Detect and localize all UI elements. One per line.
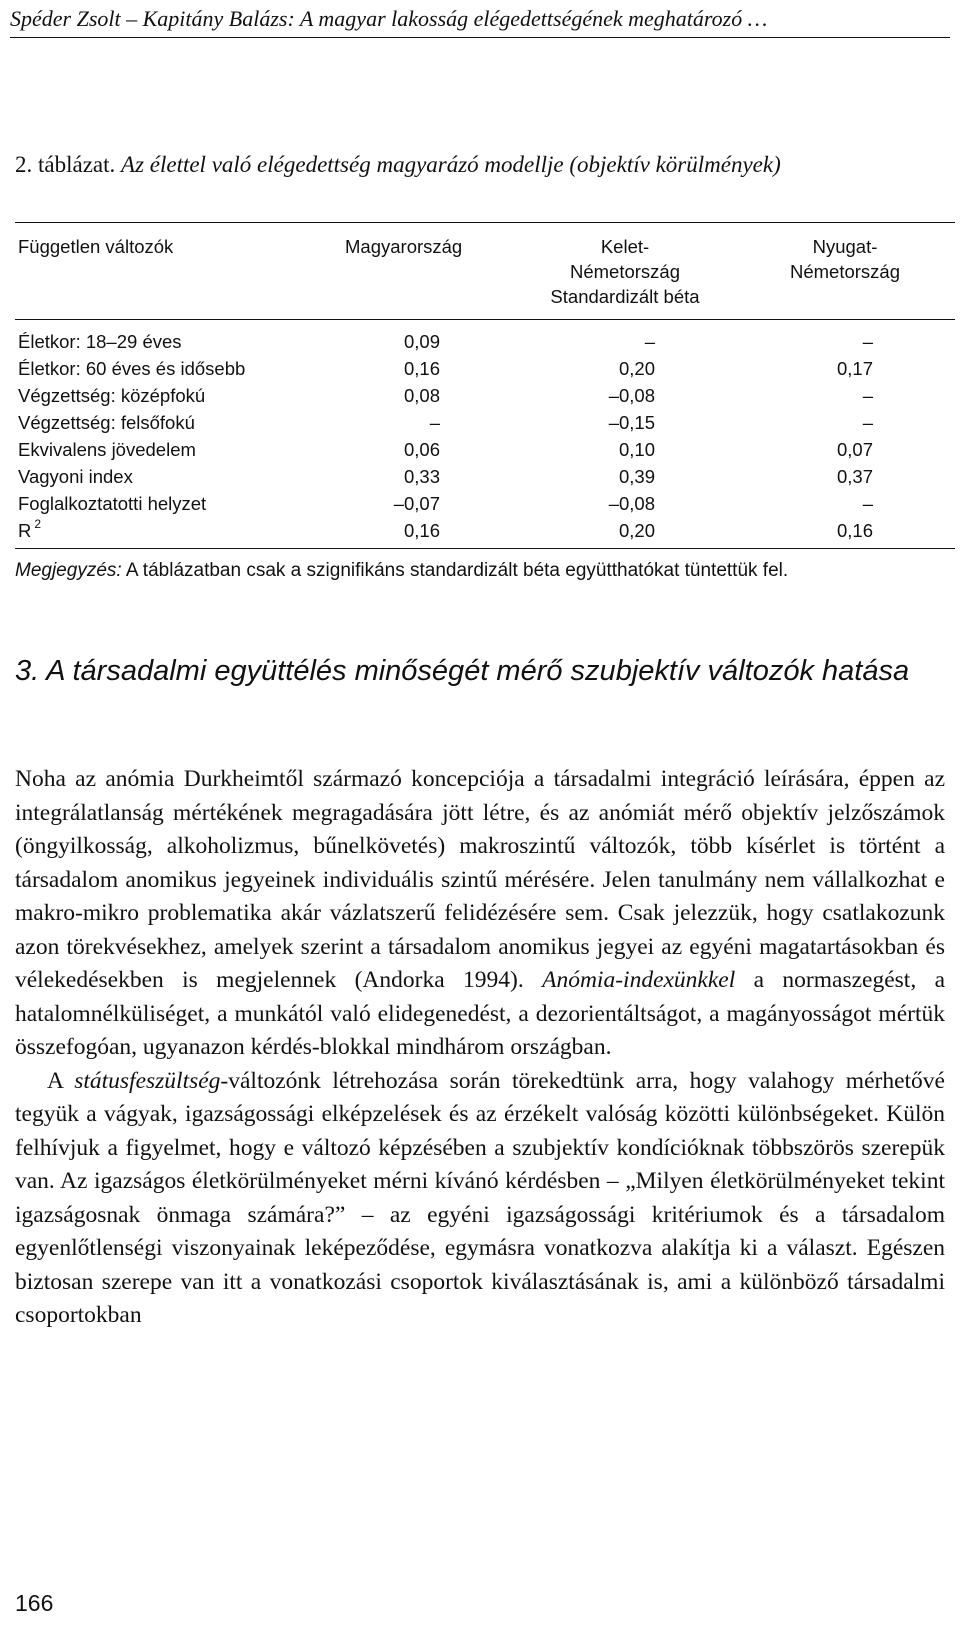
table-row	[15, 517, 955, 544]
paragraph-2	[15, 1065, 945, 1333]
table-note	[15, 560, 788, 582]
cell-west-germany: 0,07	[836, 439, 873, 460]
table-bottom-rule	[15, 548, 955, 549]
cell-west-germany: –	[862, 493, 873, 514]
table-row	[15, 436, 955, 463]
table-row	[15, 490, 955, 517]
p2-text-a: A	[47, 1067, 75, 1094]
row-label: Életkor: 18–29 éves	[18, 331, 182, 352]
p2-text-b: -változónk létrehozása során törekedtünk arra, hogy valahogy mérhetővé tegyük a vágyak, igazságossági elképzelések és az érzékelt valóság közötti különbségeket. Külön felhívjuk a figyelmet, hogy e változó képzésében a szubjektív kondícióknak többszörös szerepük van. Az igazságos életkörülményeket mérni kívánó kérdésben – „Milyen életkörülményeket tekint igazságosnak önmaga számára?” – az egyéni igazságossági kritériumok és a társadalom egyenlőtlenségi viszonyainak leképeződése, egymásra vonatkozva alakítja ki a választ. Egészen biztosan szerepe van itt a vonatkozási csoportok kiválasztásának is, ami a különböző társadalmi csoportokban	[15, 1067, 945, 1328]
p2-emphasis: státusfeszültség	[74, 1067, 221, 1094]
header-hungary: Magyarország	[345, 236, 463, 257]
cell-east-germany: 0,20	[618, 358, 655, 379]
cell-hungary: 0,33	[403, 466, 440, 487]
p1-text-a: Noha az anómia Durkheimtől származó koncepciója a társadalmi integráció leírására, éppen az integrálatlanság mértékének megragadására jött létre, és az anómiát mérő objektív jelzőszámok (öngyilkosság, alkoholizmus, bűnelkövetés) makroszintű változók, több kísérlet is történt a társadalom anomikus jegyeinek individuális szintű mérésére. Jelen tanulmány nem vállalkozhat e makro-mikro problematika akár vázlatszerű felidézésére sem. Csak jelezzük, hogy csatlakozunk azon törekvésekhez, amelyek szerint a társadalom anomikus jegyei az egyéni magatartásokban és vélekedésekben is megjelennek (Andorka 1994).	[15, 766, 945, 993]
row-label: Vagyoni index	[18, 466, 133, 487]
cell-hungary: 0,06	[403, 439, 440, 460]
header-west-line2: Németország	[789, 261, 900, 282]
cell-east-germany: –	[644, 331, 655, 352]
body-text	[15, 763, 945, 1333]
table-body	[15, 320, 955, 548]
row-label: Életkor: 60 éves és idősebb	[18, 358, 246, 379]
cell-hungary: 0,16	[403, 358, 440, 379]
cell-hungary: 0,08	[403, 385, 440, 406]
row-label: Ekvivalens jövedelem	[18, 439, 196, 460]
cell-west-germany: –	[862, 331, 873, 352]
section-heading: 3. A társadalmi együttélés minőségét mérő szubjektív változók hatása	[15, 655, 910, 687]
p1-text-b: a normaszegést, a hatalomnélküliséget, a munkától való elidegenedést, a dezorientáltságot, a magányosságot mértük összefogóan, ugyanazon kérdés-blokkal mindhárom országban.	[15, 967, 945, 1060]
table-row	[15, 409, 955, 436]
note-label: Megjegyzés:	[15, 560, 122, 581]
table-row	[15, 328, 955, 355]
cell-west-germany: 0,16	[836, 520, 873, 541]
cell-east-germany: –0,08	[608, 385, 655, 406]
cell-hungary: 0,16	[403, 520, 440, 541]
table-caption-title: Az élettel való elégedettség magyarázó modellje (objektív körülmények)	[121, 152, 781, 177]
cell-hungary: –0,07	[393, 493, 440, 514]
table-header	[15, 223, 955, 319]
table-caption-number: 2. táblázat.	[15, 152, 116, 177]
running-head: Spéder Zsolt – Kapitány Balázs: A magyar lakosság elégedettségének meghatározó …	[10, 4, 950, 38]
r-squared-symbol: R	[18, 520, 32, 541]
cell-east-germany: 0,20	[618, 520, 655, 541]
cell-east-germany: 0,10	[618, 439, 655, 460]
header-east-germany	[535, 234, 715, 309]
header-standardized-beta: Standardizált béta	[550, 286, 700, 307]
header-west-germany	[760, 234, 930, 284]
cell-west-germany: –	[862, 385, 873, 406]
table-caption	[15, 152, 781, 178]
header-independent-variables: Független változók	[18, 236, 174, 257]
row-label: Végzettség: középfokú	[18, 385, 206, 406]
header-east-line1: Kelet-	[600, 236, 650, 257]
row-label: Végzettség: felsőfokú	[18, 412, 195, 433]
cell-west-germany: –	[862, 412, 873, 433]
table-row	[15, 382, 955, 409]
row-label	[18, 517, 41, 544]
cell-west-germany: 0,17	[836, 358, 873, 379]
table-row	[15, 355, 955, 382]
table-row	[15, 463, 955, 490]
r-squared-exponent: 2	[34, 517, 42, 531]
row-label: Foglalkoztatotti helyzet	[18, 493, 207, 514]
cell-hungary: –	[429, 412, 440, 433]
regression-table	[15, 222, 955, 549]
p1-emphasis: Anómia-indexünkkel	[542, 967, 736, 993]
paragraph-1	[15, 763, 945, 1065]
cell-east-germany: –0,15	[608, 412, 655, 433]
header-west-line1: Nyugat-	[812, 236, 878, 257]
cell-west-germany: 0,37	[836, 466, 873, 487]
header-east-line2: Németország	[569, 261, 680, 282]
note-text: A táblázatban csak a szignifikáns standardizált béta együtthatókat tüntettük fel.	[125, 560, 789, 581]
cell-east-germany: –0,08	[608, 493, 655, 514]
page-number: 166	[15, 1590, 54, 1616]
cell-east-germany: 0,39	[618, 466, 655, 487]
cell-hungary: 0,09	[403, 331, 440, 352]
